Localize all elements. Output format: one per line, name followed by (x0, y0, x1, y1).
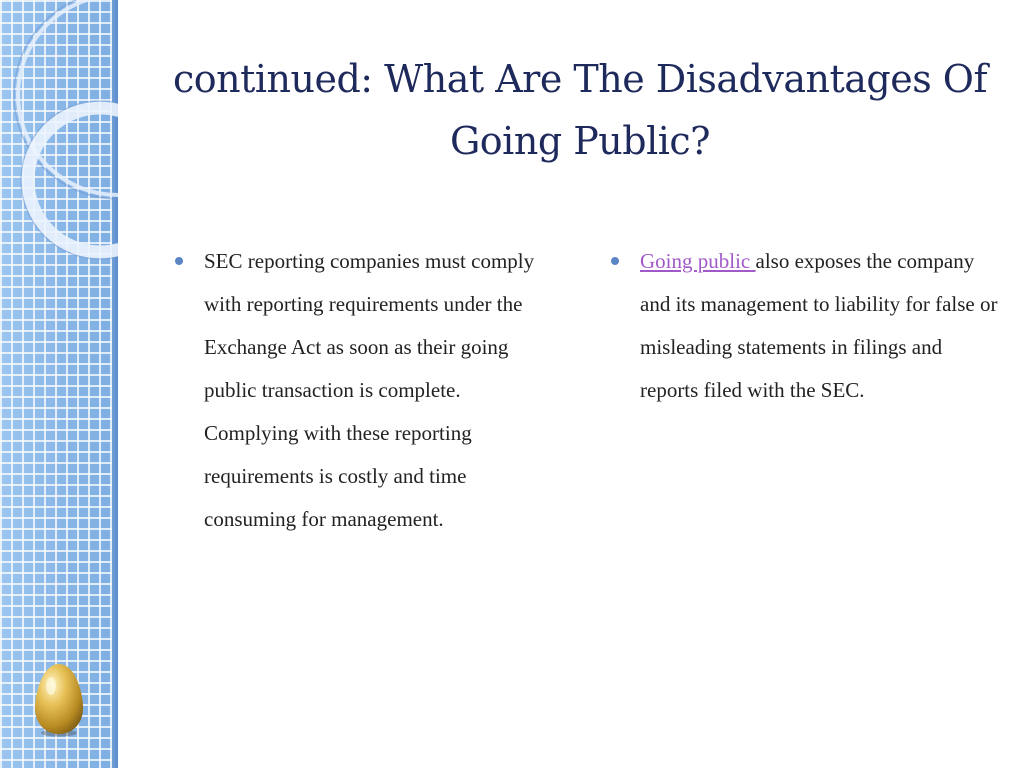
left-column (172, 240, 552, 541)
list-item (172, 240, 552, 541)
golden-egg-icon (33, 662, 85, 738)
ring-arcs-decoration (0, 0, 118, 260)
slide-title: continued: What Are The Disadvantages Of Going Public? (172, 57, 988, 163)
right-bullet-text: also exposes the company and its management to liability for false or misleading statements in filings and reports filed with the SEC. (640, 249, 998, 402)
going-public-link[interactable]: Going public (640, 249, 756, 273)
bullet-dot-icon (611, 257, 619, 265)
right-column (608, 240, 1000, 412)
left-bullet-text: SEC reporting companies must comply with reporting requirements under the Exchange Act as soon as their going public transaction is complete. Complying with these reporting requirements is costly and time consuming for management. (204, 249, 535, 531)
list-item (608, 240, 1000, 412)
bullet-dot-icon (175, 257, 183, 265)
